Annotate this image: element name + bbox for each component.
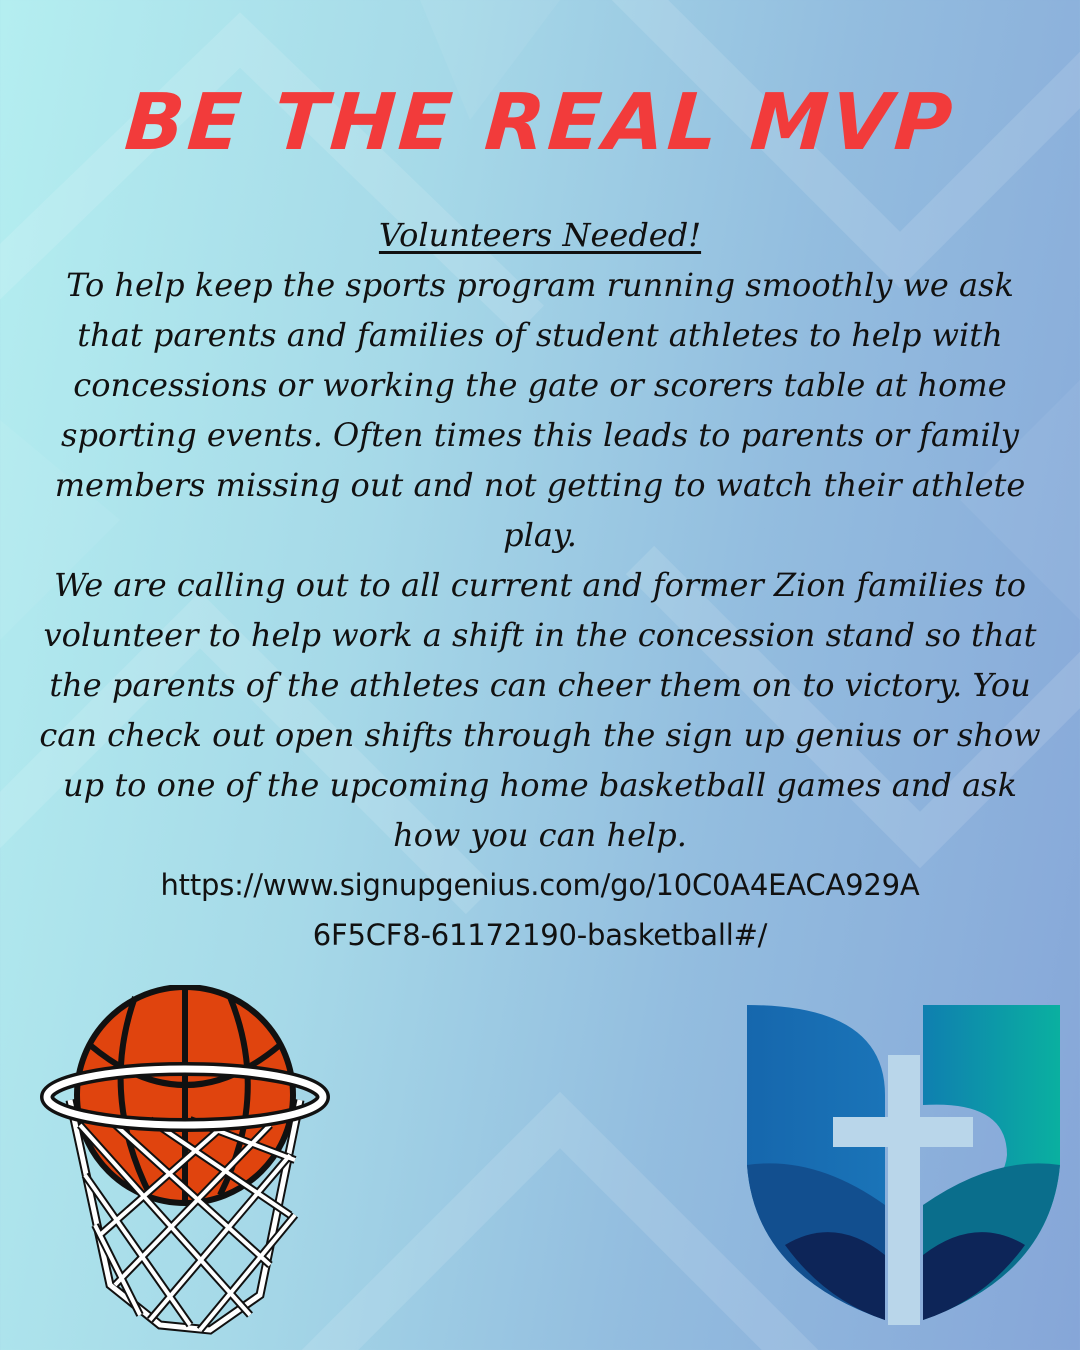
basketball-hoop-icon	[40, 985, 330, 1335]
signup-link-line-2[interactable]: 6F5CF8-61172190-basketball#/	[312, 918, 768, 952]
call-paragraph: We are calling out to all current and former Zion families to volunteer to help work a shift in the concession stand so that the parents of the athletes can cheer them on to victory. You can check out open shifts through the sign up genius or show up to one of the upcoming home basketball games and ask how you can help.	[39, 566, 1041, 854]
signup-link-line-1[interactable]: https://www.signupgenius.com/go/10C0A4EACA929A	[160, 868, 920, 902]
shield-cross-logo-icon	[745, 1005, 1065, 1325]
intro-paragraph: To help keep the sports program running smoothly we ask that parents and families of student athletes to help with concessions or working the gate or scorers table at home sporting events. Often times this leads to parents or family members missing out and not getting to watch their athlete play.	[54, 266, 1026, 554]
signup-link[interactable]	[30, 860, 1050, 960]
body-copy	[30, 210, 1050, 960]
volunteers-subheading: Volunteers Needed!	[378, 216, 702, 254]
headline: BE THE REAL MVP	[122, 78, 958, 168]
